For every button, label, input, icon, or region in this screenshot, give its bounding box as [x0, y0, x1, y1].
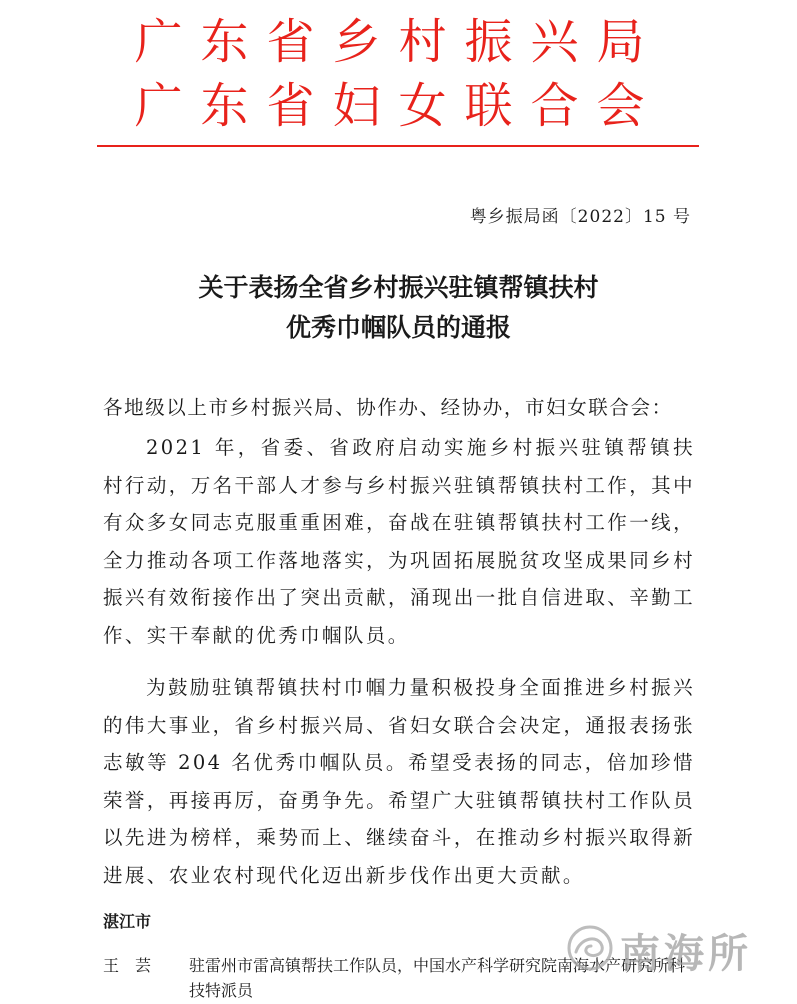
paragraph-2: 为鼓励驻镇帮镇扶村巾帼力量积极投身全面推进乡村振兴的伟大事业，省乡村振兴局、省妇女联合会决定，通报表扬张志敏等 204 名优秀巾帼队员。希望受表扬的同志，倍加珍惜荣誉，再接再厉，奋勇争先。希望广大驻镇帮镇扶村工作队员以先进为榜样，乘势而上、继续奋斗，在推动乡村振兴取得新进展、农业农村现代化迈出新步伐作出更大贡献。 [103, 676, 695, 887]
issuer-line-2: 广东省妇女联合会 [134, 78, 663, 134]
entry-name: 王芸 [103, 956, 168, 975]
notice-title-line-2: 优秀巾帼队员的通报 [285, 313, 511, 342]
city-heading: 湛江市 [103, 912, 152, 931]
red-header-divider [97, 145, 699, 147]
document-number: 粤乡振局函〔2022〕15 号 [469, 207, 691, 227]
entry-description: 驻雷州市雷高镇帮扶工作队员，中国水产科学研究院南海水产研究所科技特派员 [189, 956, 686, 1000]
watermark [566, 916, 788, 980]
swirl-logo-icon [566, 924, 614, 972]
issuer-line-1: 广东省乡村振兴局 [134, 14, 663, 70]
notice-title-line-1: 关于表扬全省乡村振兴驻镇帮镇扶村 [198, 273, 599, 302]
salutation: 各地级以上市乡村振兴局、协作办、经协办，市妇女联合会： [103, 396, 673, 419]
paragraph-1: 2021 年，省委、省政府启动实施乡村振兴驻镇帮镇扶村行动，万名干部人才参与乡村振兴驻镇帮镇扶村工作，其中有众多女同志克服重重困难，奋战在驻镇帮镇扶村工作一线，全力推动各项工作落地落实，为巩固拓展脱贫攻坚成果同乡村振兴有效衔接作出了突出贡献，涌现出一批自信进取、辛勤工作、实干奉献的优秀巾帼队员。 [103, 436, 695, 647]
watermark-text: 南海所 [620, 931, 752, 977]
